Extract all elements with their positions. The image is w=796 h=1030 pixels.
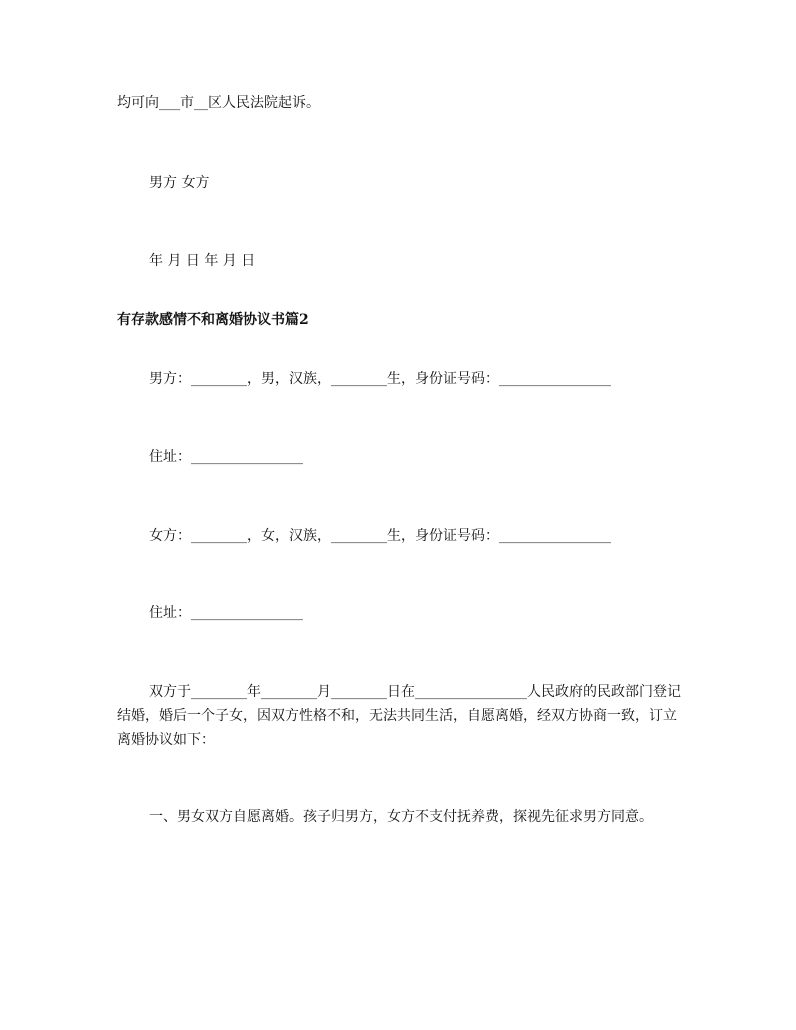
husband-address-line: 住址：________________ [149,449,303,465]
marriage-paragraph: 双方于________年________月________日在________________人民政府的民政部门登记结婚，婚后一个子女，因双方性格不和，无法共同生活，自愿离婚，经双方协商一致，订立离婚协议如下： [117,684,681,748]
wife-address-line: 住址：________________ [149,605,303,621]
clause-one-paragraph: 一、男女双方自愿离婚。孩子归男方，女方不支付抚养费，探视先征求男方同意。 [149,809,653,825]
husband-info-line: 男方：________，男，汉族，________生，身份证号码：________________ [149,371,611,387]
wife-info-line: 女方：________，女，汉族，________生，身份证号码：________________ [149,528,611,544]
court-jurisdiction-line: 均可向___市__区人民法院起诉。 [117,95,320,111]
section-heading: 有存款感情不和离婚协议书篇2 [117,312,309,328]
signatory-labels: 男方 女方 [149,175,210,191]
signature-date-row: 年 月 日 年 月 日 [149,253,256,269]
